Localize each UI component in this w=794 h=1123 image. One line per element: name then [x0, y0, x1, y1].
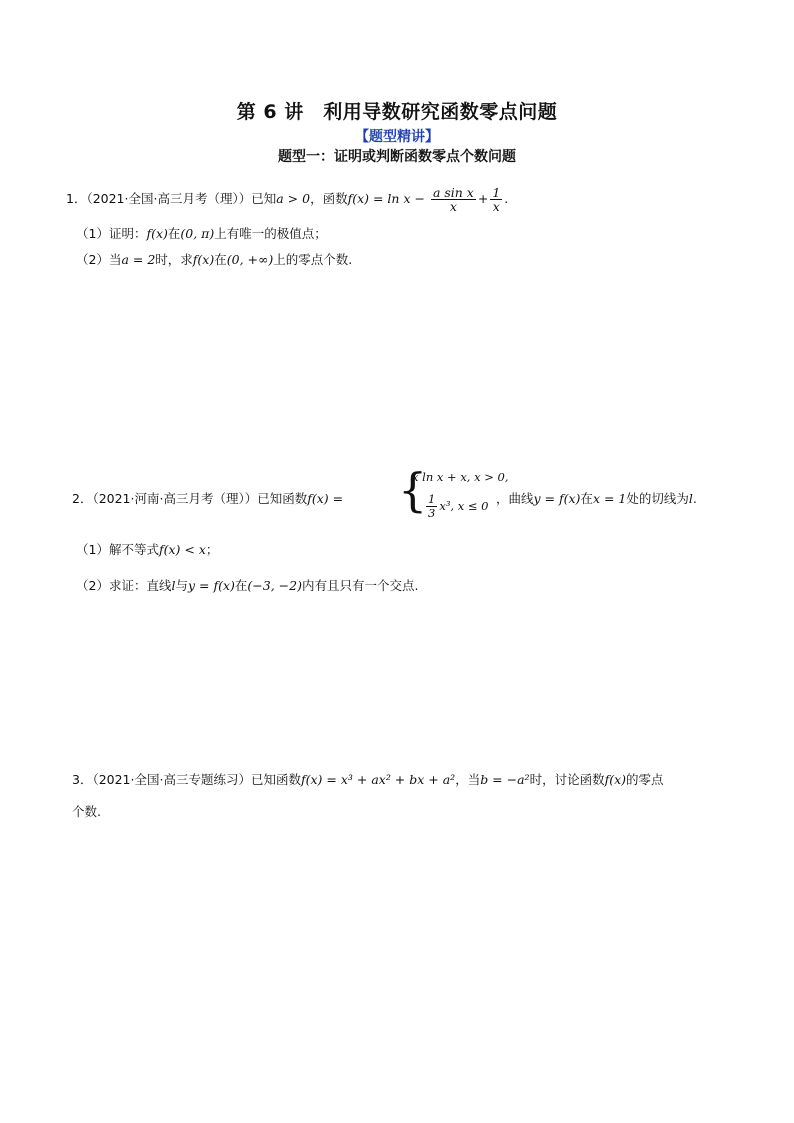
question-number: 2．	[72, 491, 93, 506]
function-def: f(x) = x³ + ax² + bx + a²	[300, 772, 456, 787]
function-def: f(x) =	[307, 491, 344, 506]
question-2-part-1: （1）解不等式f(x) < x；	[76, 542, 219, 557]
piecewise-brace: {	[398, 463, 428, 517]
fraction: $\frac{1}{x}$	[492, 185, 501, 214]
question-1-stem: 1．（2021·全国·高三月考（理））已知a > 0，函数f(x) = ln x − $\frac{\text{a sin x}}{x}$ + $\frac{1}{x}$ .	[66, 185, 509, 214]
condition: a > 0	[276, 191, 311, 206]
function-def: f(x) = ln x −	[347, 191, 425, 206]
question-source: （2021·河南·高三月考（理））	[92, 491, 258, 506]
question-3-stem: 3．（2021·全国·高三专题练习）已知函数f(x) = x³ + ax² + bx + a²，当b = −a²时，讨论函数f(x)的零点	[72, 772, 664, 787]
page-title: 第 6 讲 利用导数研究函数零点问题	[236, 101, 558, 123]
question-2-part-2: （2）求证：直线l与y = f(x)在(−3, −2)内有且只有一个交点.	[76, 578, 419, 593]
question-number: 3．	[72, 772, 93, 787]
question-2-tail: ，曲线y = f(x)在x = 1处的切线为l.	[496, 491, 697, 506]
section-subtitle: 【题型精讲】	[355, 129, 439, 145]
piecewise-case-1: x ln x + x, x > 0,	[412, 470, 509, 484]
question-number: 1．	[66, 191, 87, 206]
question-1-part-2: （2）当a = 2时，求f(x)在(0, +∞)上的零点个数.	[76, 252, 353, 267]
question-3-line-2: 个数.	[72, 804, 101, 819]
question-source: （2021·全国·高三专题练习）	[92, 772, 251, 787]
question-1-part-1: （1）证明：f(x)在(0, π)上有唯一的极值点；	[76, 226, 327, 241]
fraction: $\frac{\text{a sin x}}{x}$	[432, 185, 474, 214]
question-2-lead: 2．（2021·河南·高三月考（理））已知函数f(x) =	[72, 491, 344, 506]
fraction: $\frac{1}{3}$	[428, 492, 436, 520]
piecewise-case-2: $\frac{1}{3}$ x³, x ≤ 0	[428, 492, 489, 520]
question-source: （2021·全国·高三月考（理））	[86, 191, 252, 206]
section-heading: 题型一：证明或判断函数零点个数问题	[278, 149, 516, 165]
